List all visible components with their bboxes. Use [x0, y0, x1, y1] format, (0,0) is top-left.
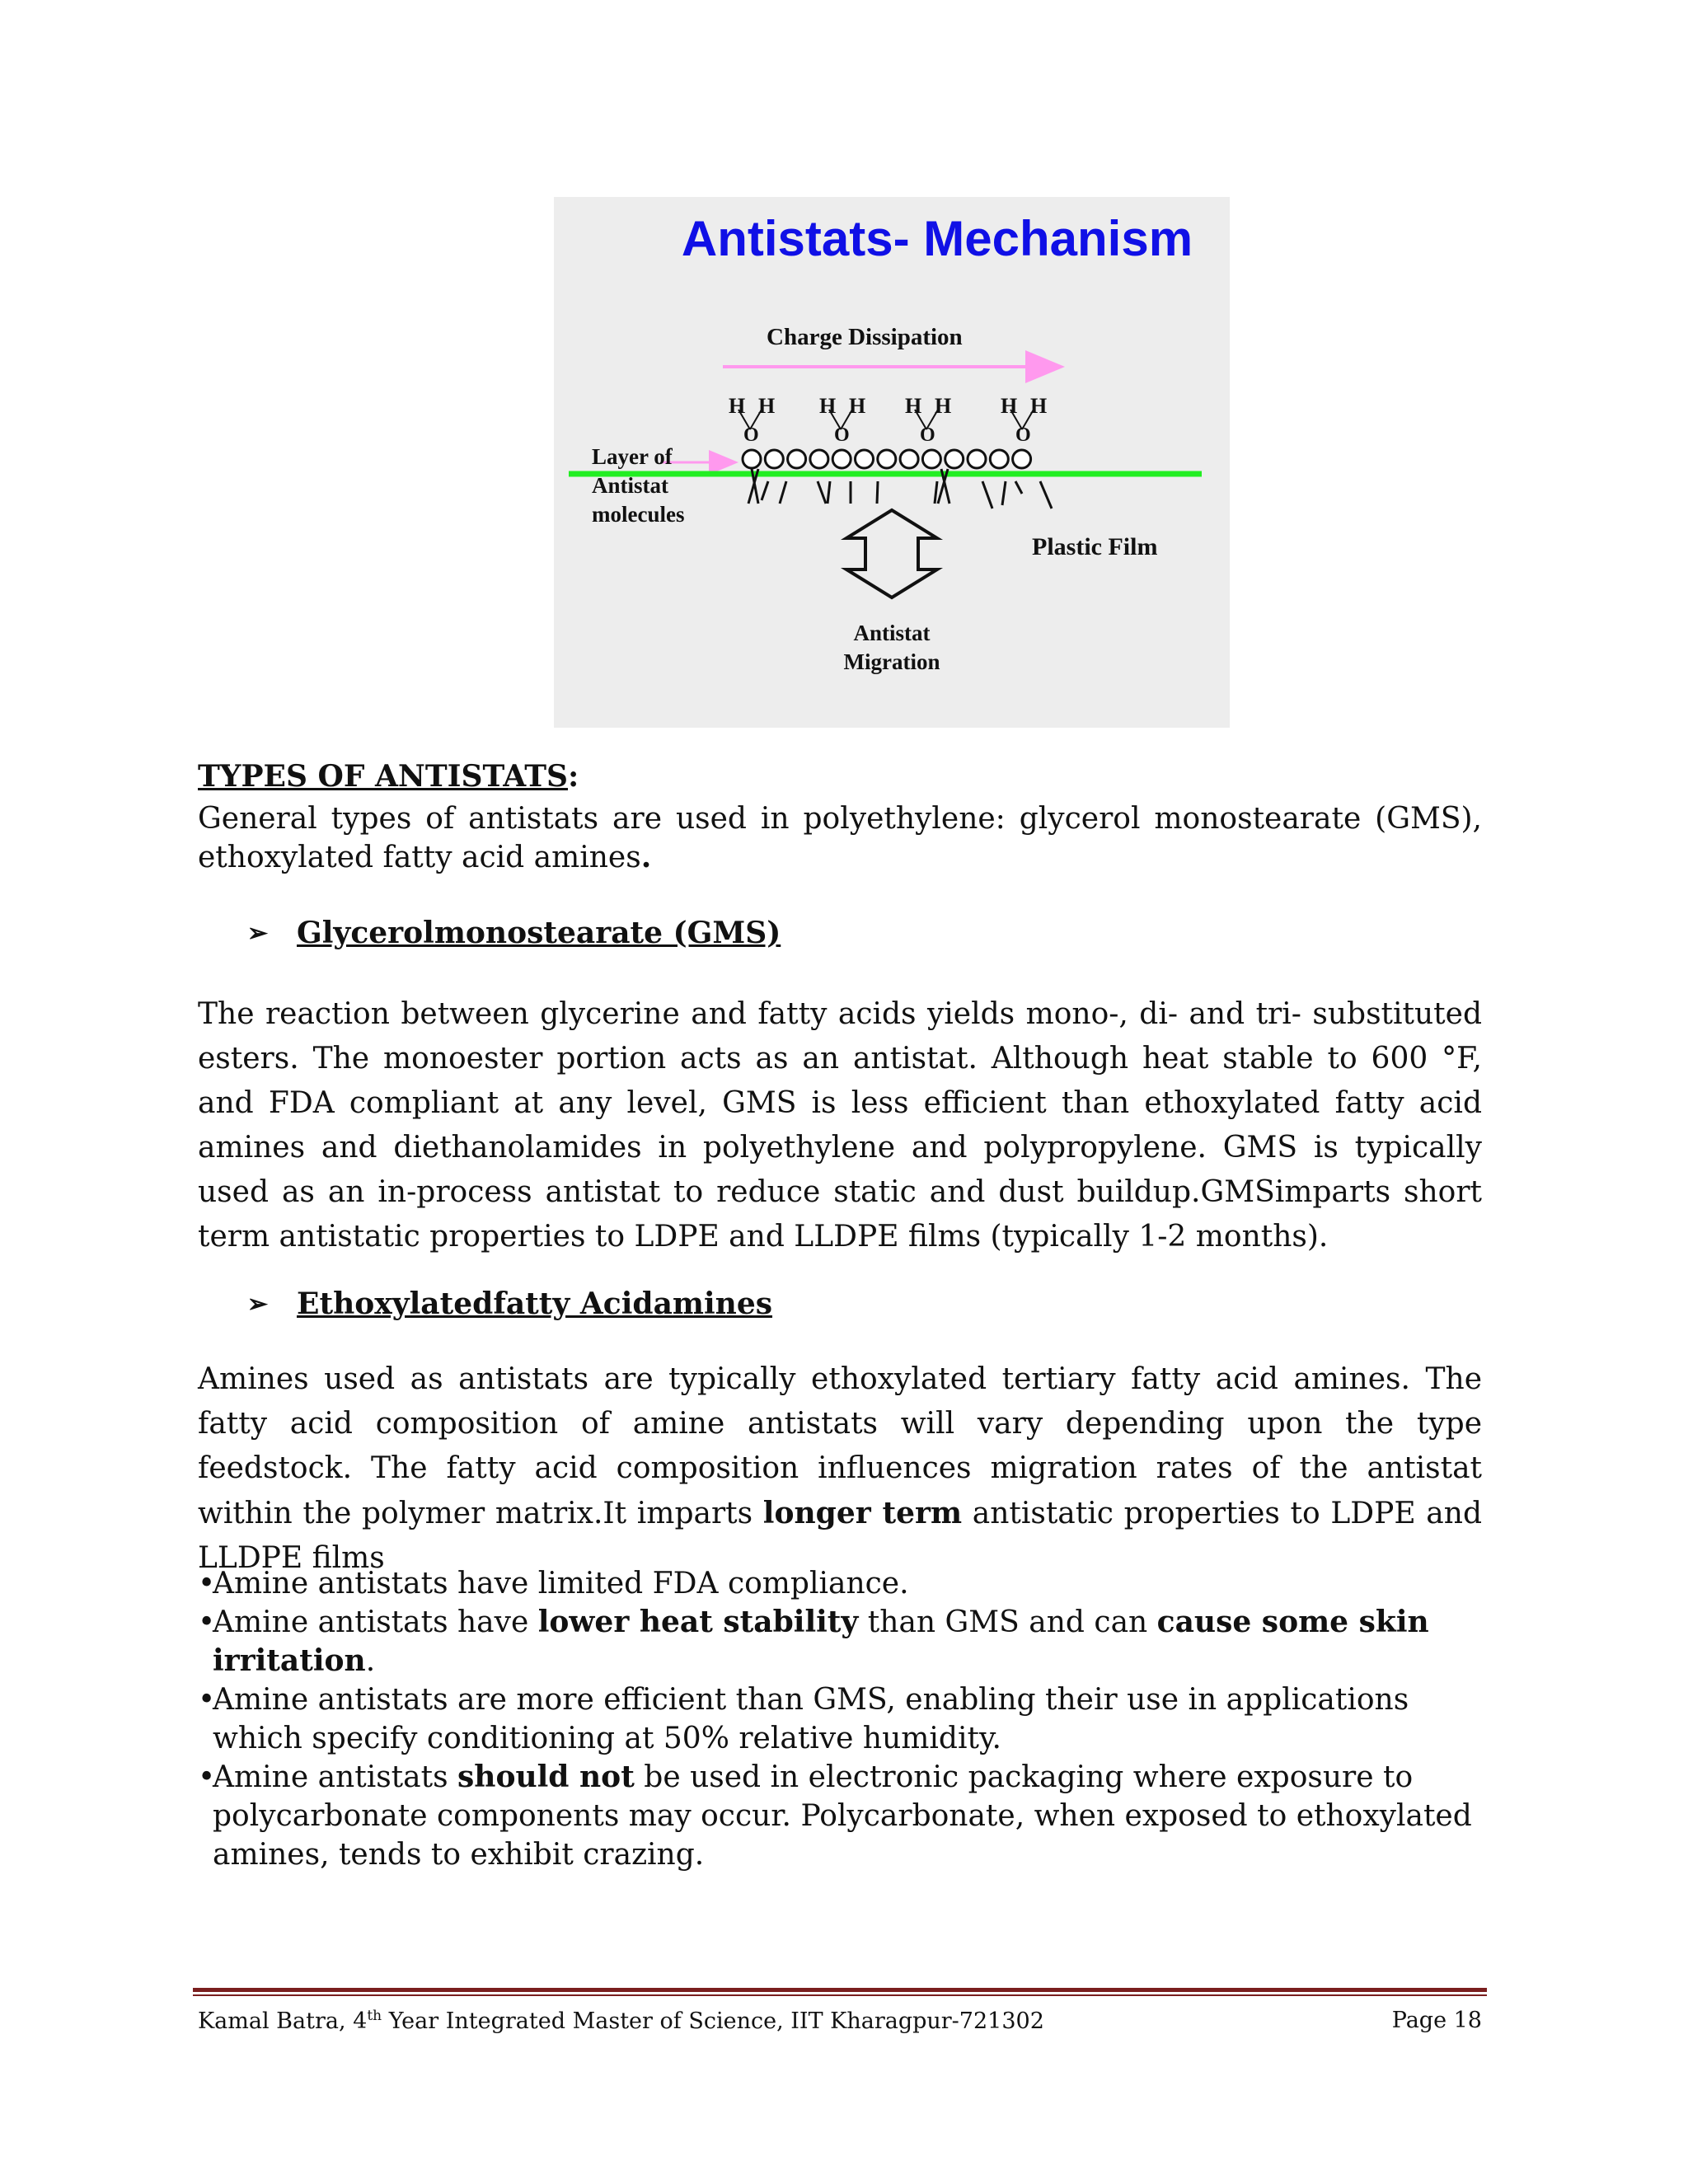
bullet-2-bold-2: cause some skin irritation [213, 1605, 1429, 1678]
bullet-dot: • [198, 1605, 216, 1639]
amines-paragraph [198, 1357, 1482, 1581]
footer-author-sup: th [367, 2008, 382, 2024]
amines-heading: Ethoxylatedfatty Acidamines [297, 1286, 773, 1321]
footer-author-b: Year Integrated Master of Science, IIT Kharagpur-721302 [382, 2008, 1044, 2034]
antistat-heads [743, 450, 1031, 468]
antistat-tail [828, 481, 830, 504]
migration-label-line1: Antistat [853, 621, 931, 645]
migration-label-line2: Migration [843, 649, 940, 674]
water-molecule [1001, 394, 1047, 446]
types-intro-end: . [640, 840, 652, 874]
antistat-tail [877, 481, 878, 504]
oxygen-atom: O [834, 424, 850, 446]
water-molecule [729, 394, 775, 446]
bullet-item [198, 1758, 1492, 1874]
bullet-2-text-a: Amine antistats have [213, 1605, 538, 1639]
bullet-4-text-a: Amine antistats [213, 1760, 457, 1794]
antistat-head [922, 450, 940, 468]
types-heading-colon: : [568, 759, 579, 794]
antistat-head [900, 450, 918, 468]
antistat-head [788, 450, 806, 468]
gms-paragraph: The reaction between glycerine and fatty acids yields mono-, di- and tri- substituted esters. The monoester portion acts as an antistat. Although heat stable to 600 °F, and FDA compliant at any level, GMS is less efficient than ethoxylated fatty acid amines and diethanolamides in polyethylene and polypropylene. GMS is typically used as an in-process antistat to reduce static and dust buildup.GMSimparts short term antistatic properties to LDPE and LLDPE films (typically 1-2 months). [198, 997, 1482, 1254]
figure-title: Antistats- Mechanism [681, 211, 1193, 266]
types-heading: TYPES OF ANTISTATS [198, 759, 569, 794]
water-molecule [819, 394, 865, 446]
bullet-item [198, 1603, 1492, 1680]
bullet-1-text: Amine antistats have limited FDA compliance. [213, 1567, 909, 1601]
antistat-head [743, 450, 761, 468]
antistat-head [945, 450, 964, 468]
hydrogen-atom: H [935, 394, 952, 418]
amines-para-bold: longer term [762, 1496, 963, 1530]
antistat-head [810, 450, 828, 468]
bullet-2-text-c: . [365, 1644, 376, 1678]
hydrogen-atom: H [1001, 394, 1018, 418]
layer-label-line2: Antistat [592, 473, 668, 498]
water-molecules [729, 394, 1047, 446]
hydrogen-atom: H [819, 394, 837, 418]
amine-bullet-list [198, 1564, 1492, 1874]
hydrogen-atom: H [905, 394, 922, 418]
antistat-head [765, 450, 783, 468]
types-heading-wrap [198, 759, 579, 794]
plastic-film-label: Plastic Film [1032, 533, 1158, 560]
antistat-tail [762, 481, 768, 500]
footer-author-a: Kamal Batra, 4 [198, 2008, 368, 2034]
hydrogen-atom: H [849, 394, 866, 418]
antistat-head [856, 450, 874, 468]
bullet-item [198, 1564, 1492, 1603]
types-intro-text: General types of antistats are used in polyethylene: glycerol monostearate (GMS), ethoxylated fatty acid amines [198, 802, 1482, 874]
bullet-4-text-b: be used in electronic packaging where exposure to polycarbonate components may occur. Polycarbonate, when exposed to ethoxylated amines, tends to exhibit crazing. [213, 1760, 1472, 1872]
layer-label-line1: Layer of [592, 444, 673, 469]
bullet-2-bold-1: lower heat stability [537, 1605, 859, 1639]
bullet-dot: • [198, 1683, 216, 1717]
oxygen-atom: O [1015, 424, 1031, 446]
footer-author [198, 2008, 1044, 2034]
antistat-tail [1015, 481, 1022, 494]
oxygen-atom: O [743, 424, 759, 446]
oxygen-atom: O [920, 424, 935, 446]
arrowhead-bullet-icon: ➢ [247, 1289, 269, 1319]
antistat-tail [818, 481, 826, 504]
bullet-item [198, 1680, 1492, 1758]
antistat-head [990, 450, 1008, 468]
bullet-dot: • [198, 1567, 216, 1601]
gms-heading: Glycerolmonostearate (GMS) [297, 916, 781, 950]
charge-dissipation-label: Charge Dissipation [767, 324, 963, 350]
footer-rule-thin [193, 1994, 1487, 1996]
hydrogen-atom: H [729, 394, 746, 418]
gms-subheading [247, 916, 781, 950]
bullet-3-text: Amine antistats are more efficient than GMS, enabling their use in applications which specify conditioning at 50% relative humidity. [213, 1683, 1409, 1755]
antistat-tail [935, 481, 937, 504]
amines-subheading [247, 1286, 772, 1321]
antistat-tail [1002, 481, 1006, 505]
antistat-tail [780, 481, 786, 504]
antistat-head [968, 450, 986, 468]
types-intro [198, 799, 1482, 877]
antistat-head [832, 450, 851, 468]
antistat-tail [982, 481, 992, 509]
amines-para-main: Amines used as antistats are typically ethoxylated tertiary fatty acid amines. The fatty acid composition of amine antistats will vary depending upon the type feedstock. The fatty acid composition influences migration rates of the antistat within the polymer matrix.It imparts [198, 1362, 1482, 1530]
layer-label-line3: molecules [592, 502, 685, 527]
antistat-head [1013, 450, 1031, 468]
footer-rule-thick [193, 1988, 1487, 1992]
hydrogen-atom: H [1030, 394, 1048, 418]
hydrogen-atom: H [758, 394, 776, 418]
bullet-dot: • [198, 1760, 216, 1794]
water-molecule [905, 394, 951, 446]
bullet-2-text-b: than GMS and can [858, 1605, 1157, 1639]
bullet-4-bold: should not [457, 1760, 635, 1794]
page-number: Page 18 [1391, 2008, 1482, 2033]
migration-double-arrow [846, 510, 937, 598]
antistat-tail [1040, 481, 1052, 509]
arrowhead-bullet-icon: ➢ [247, 918, 269, 948]
amines-para-end: antistatic properties to LDPE and LLDPE films [198, 1497, 1482, 1575]
antistat-mechanism-figure [554, 197, 1230, 728]
antistat-head [878, 450, 896, 468]
